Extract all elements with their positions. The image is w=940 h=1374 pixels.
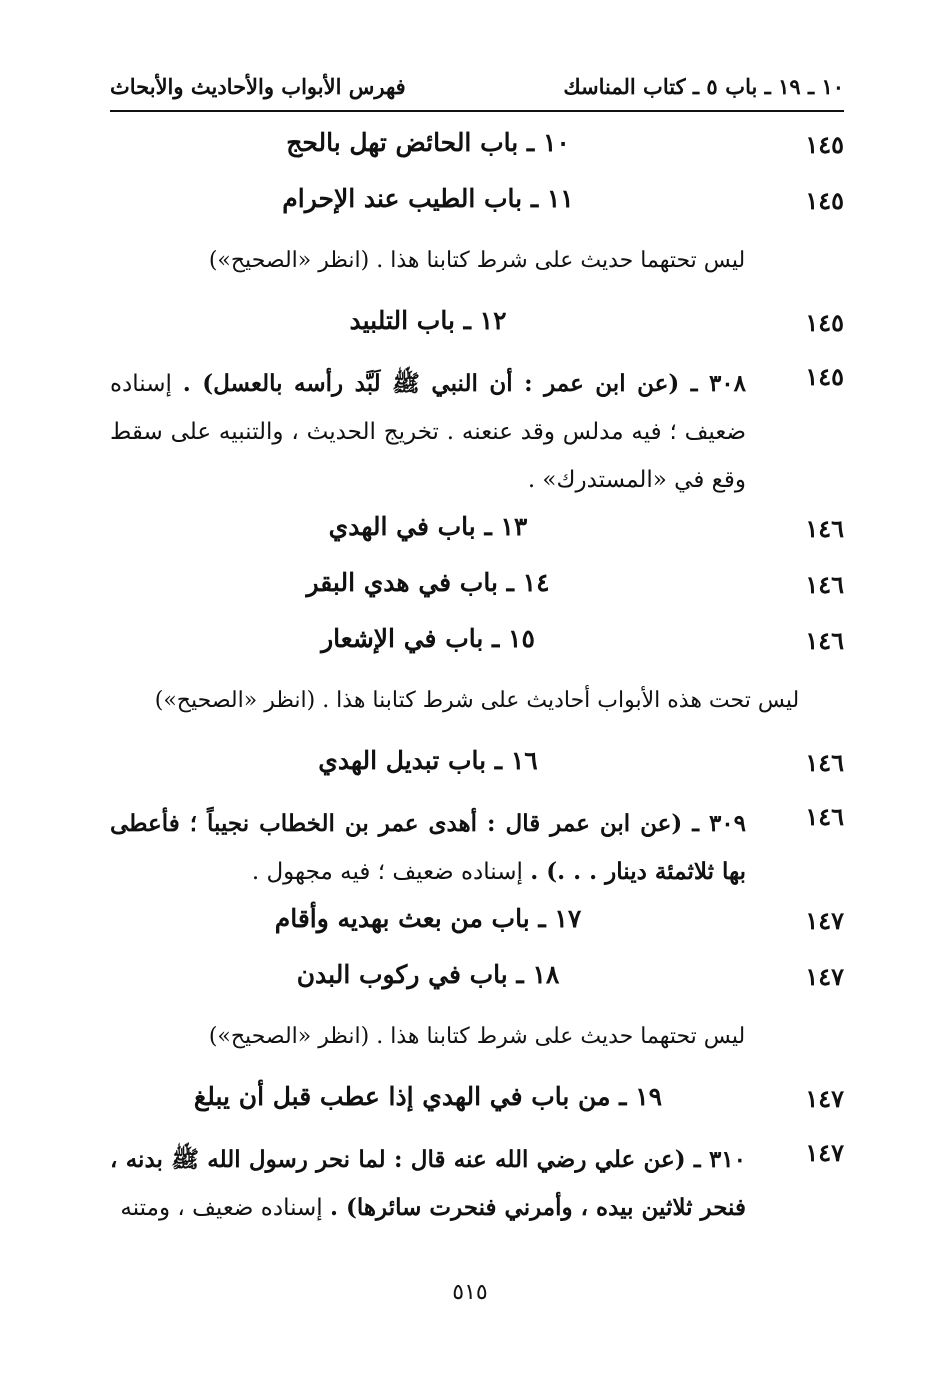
hadith-matn: ٣٠٩ ـ (عن ابن عمر قال : أهدى عمر بن الخطاب نجيباً ؛ فأعطى بها ثلاثمئة دينار . . .) . [110,810,746,885]
page-ref: ١٤٥ [805,308,844,337]
page-ref: ١٤٦ [805,802,844,831]
index-entry [110,1082,844,1113]
hadith-matn: ٣٠٨ ـ (عن ابن عمر : أن النبي ﷺ لَبَّد رأسه بالعسل) . [182,370,746,397]
hadith-text-block [110,360,786,504]
hadith-grading: إسناده ضعيف ؛ فيه مجهول . [251,859,523,885]
chapter-title: ١٤ ـ باب في هدي البقر [306,568,550,597]
chapter-title: ١٧ ـ باب من بعث بهديه وأقام [274,904,582,933]
editor-note: ليس تحتهما حديث على شرط كتابنا هذا . (انظر «الصحيح») [208,1024,746,1049]
chapter-title: ١٩ ـ من باب في الهدي إذا عطب قبل أن يبلغ [193,1082,663,1111]
chapter-title: ١٦ ـ باب تبديل الهدي [318,746,538,775]
hadith-entry [110,360,844,504]
page-ref: ١٤٧ [805,962,844,991]
page-ref: ١٤٦ [805,514,844,543]
chapter-title: ١٣ ـ باب في الهدي [328,512,528,541]
hadith-grading: إسناده ضعيف ، ومتنه [120,1195,323,1221]
chapter-title: ١٥ ـ باب في الإشعار [321,624,535,653]
index-entry [110,904,844,935]
page-ref: ١٤٧ [805,906,844,935]
chapter-title: ١٢ ـ باب التلبيد [349,306,507,335]
page-ref: ١٤٥ [805,186,844,215]
hadith-matn: ٣١٠ ـ (عن علي رضي الله عنه قال : لما نحر رسول الله ﷺ بدنه ، فنحر ثلاثين بيده ، وأمرني فنحرت سائرها) . [110,1146,746,1221]
hadith-entry [110,800,844,896]
page-ref: ١٤٥ [805,362,844,391]
page-ref: ١٤٦ [805,748,844,777]
page-ref: ١٤٧ [805,1084,844,1113]
hadith-text-block [110,1136,786,1232]
index-entry [110,960,844,991]
page-ref: ١٤٦ [805,626,844,655]
editor-note: ليس تحت هذه الأبواب أحاديث على شرط كتابنا هذا . (انظر «الصحيح») [154,688,800,713]
index-entry [110,512,844,543]
editor-note: ليس تحتهما حديث على شرط كتابنا هذا . (انظر «الصحيح») [208,248,746,273]
header-book-title: ٥ ـ كتاب المناسك [563,73,718,99]
index-entry [110,306,844,337]
hadith-entry [110,1136,844,1232]
index-entry [110,568,844,599]
page-number: ٥١٥ [452,1280,488,1305]
index-entry [110,624,844,655]
index-entry [110,746,844,777]
page-ref: ١٤٥ [805,130,844,159]
chapter-title: ١٨ ـ باب في ركوب البدن [296,960,560,989]
hadith-text-block [110,800,786,896]
header-index-title: فهرس الأبواب والأحاديث والأبحاث [110,73,406,99]
running-header [110,66,844,106]
chapter-title: ١٠ ـ باب الحائض تهل بالحج [286,128,570,157]
index-entry [110,184,844,215]
header-rule [110,110,844,112]
header-chapter-range: ١٠ ـ ١٩ ـ باب [725,73,844,99]
index-entry [110,128,844,159]
hadith-grading: إسناده ضعيف ؛ فيه مدلس وقد عنعنه . تخريج الحديث ، والتنبيه على سقط وقع في «المستدرك» . [110,371,746,493]
page-ref: ١٤٦ [805,570,844,599]
page-ref: ١٤٧ [805,1138,844,1167]
chapter-title: ١١ ـ باب الطيب عند الإحرام [282,184,574,213]
